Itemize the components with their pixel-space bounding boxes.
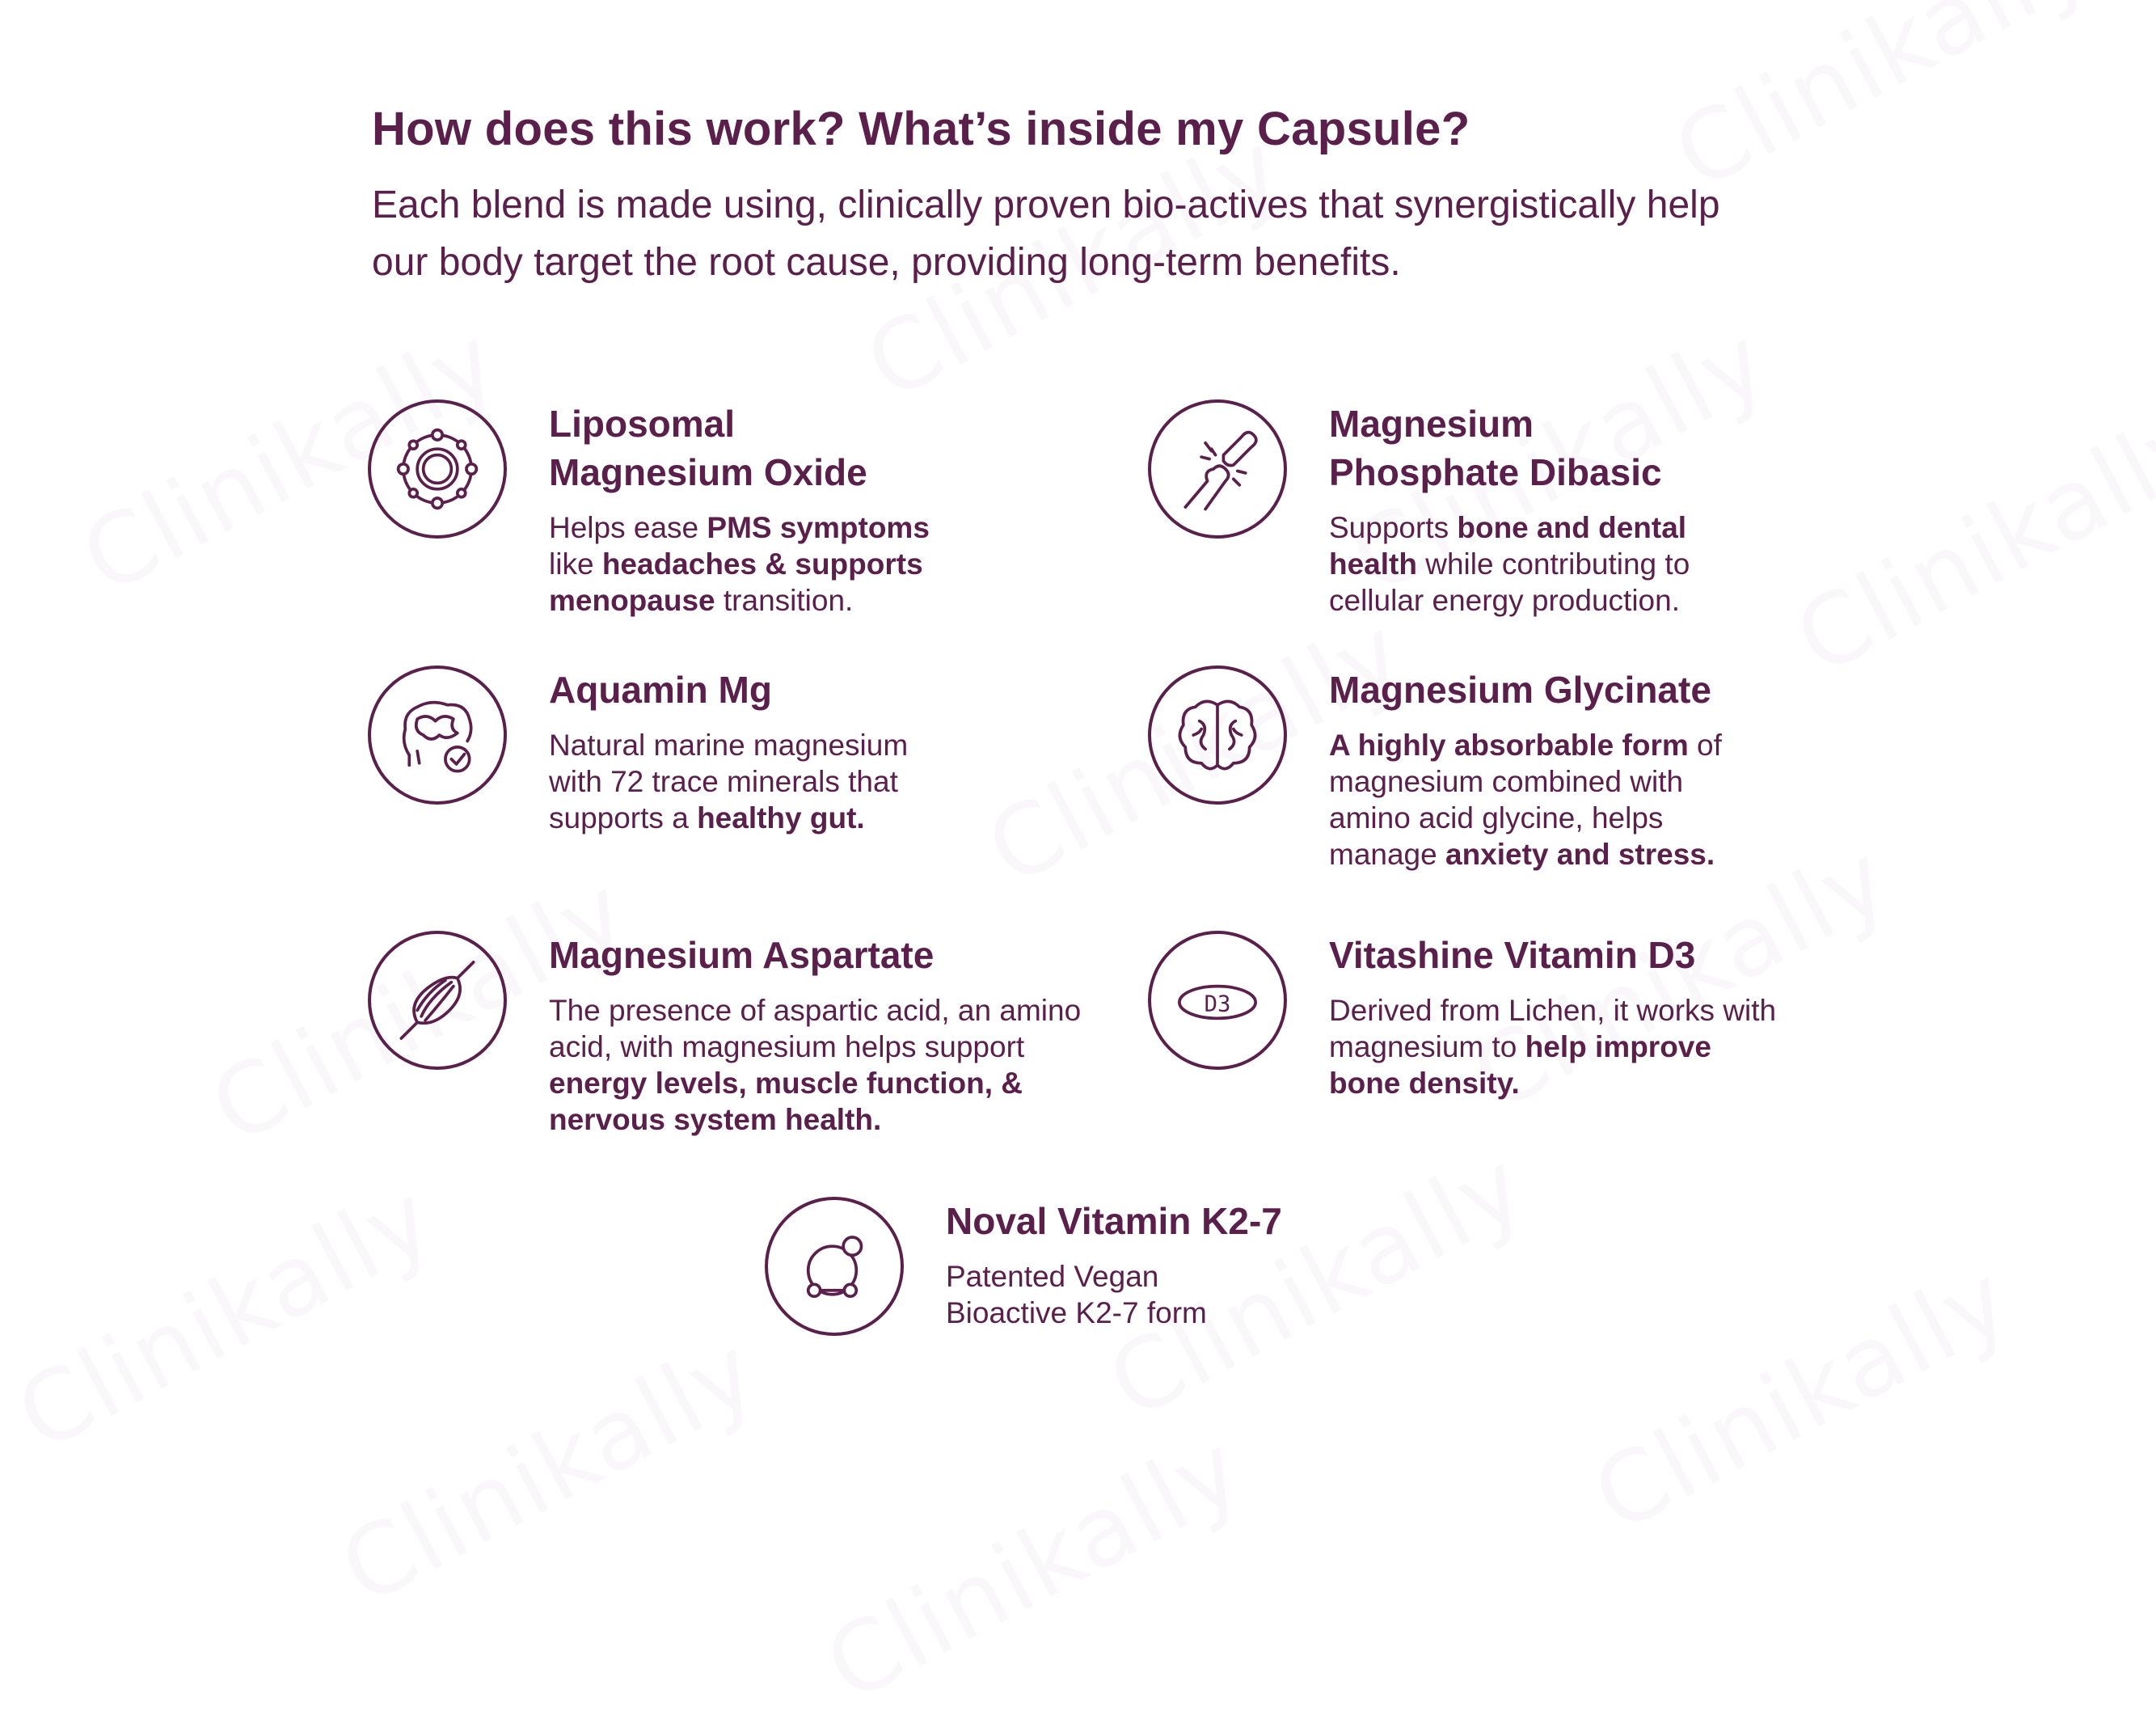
watermark <box>1778 386 2156 697</box>
description-text: of magnesium combined with amino acid glycine, helps manage <box>1329 729 1722 871</box>
ingredient-description <box>549 727 961 836</box>
svg-text:D3: D3 <box>1204 991 1231 1017</box>
description-emphasis: bone and dental health <box>1329 511 1687 581</box>
description-emphasis: energy levels, muscle function, & nervous system health. <box>549 1067 1023 1136</box>
description-text: like <box>549 547 602 581</box>
description-text: The presence of aspartic acid, an amino acid, with magnesium helps support <box>549 994 1082 1063</box>
ingredient-description <box>1329 992 1782 1101</box>
ingredient-description <box>1329 727 1757 873</box>
description-text: Natural marine magnesium with 72 trace minerals that supports a <box>549 729 909 835</box>
section-heading: How does this work? What’s inside my Capsule? <box>372 103 1470 155</box>
ingredient-description <box>549 509 961 619</box>
ingredient-title: Aquamin Mg <box>549 669 772 711</box>
description-text: transition. <box>715 584 854 617</box>
description-emphasis: anxiety and stress. <box>1445 838 1715 871</box>
ingredient-description <box>946 1258 1269 1331</box>
ingredient-title: Magnesium Aspartate <box>549 934 935 976</box>
description-emphasis: help improve bone density. <box>1329 1030 1711 1100</box>
watermark <box>1576 1243 2027 1554</box>
atom-orbit-icon <box>368 399 507 539</box>
ingredient-title: Magnesium Phosphate Dibasic <box>1329 403 1662 493</box>
ingredient-title: Liposomal Magnesium Oxide <box>549 403 867 493</box>
description-text: Derived from Lichen, it works with magnesium to <box>1329 994 1777 1063</box>
ingredient-description <box>1329 509 1757 619</box>
bone-joint-icon <box>1148 399 1287 539</box>
muscle-icon <box>368 931 507 1070</box>
intro-text: Each blend is made using, clinically proven bio-actives that synergistically help our body target the root cause, providing long-term benefits. <box>372 184 1720 284</box>
brain-icon <box>1148 666 1287 805</box>
ingredient-description <box>549 992 1082 1138</box>
watermark <box>323 1316 774 1627</box>
description-text: Patented Vegan Bioactive K2-7 form <box>946 1260 1207 1329</box>
description-text: while contributing to cellular energy production. <box>1329 547 1690 617</box>
description-emphasis: headaches & supports menopause <box>549 547 923 617</box>
ingredient-title: Vitashine Vitamin D3 <box>1329 934 1696 976</box>
description-text: Supports <box>1329 511 1458 544</box>
ingredient-title: Noval Vitamin K2-7 <box>946 1200 1282 1242</box>
watermark <box>808 1413 1259 1724</box>
d3-capsule-icon <box>1148 931 1287 1070</box>
description-emphasis: PMS symptoms <box>707 511 930 544</box>
watermark <box>0 1162 451 1473</box>
description-text: Helps ease <box>549 511 707 544</box>
description-emphasis: healthy gut. <box>697 801 865 835</box>
gut-check-icon <box>368 666 507 805</box>
description-emphasis: A highly absorbable form <box>1329 729 1689 762</box>
molecule-icon <box>765 1197 904 1336</box>
ingredient-title: Magnesium Glycinate <box>1329 669 1711 711</box>
